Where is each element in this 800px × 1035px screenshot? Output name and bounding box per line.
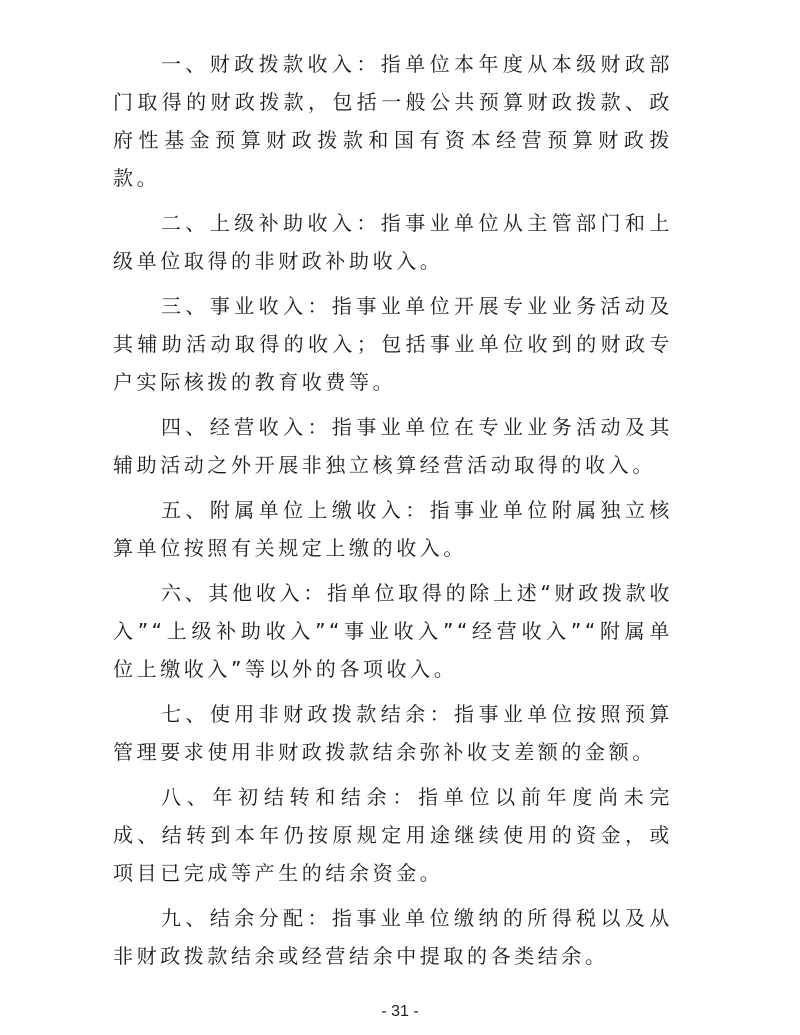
paragraph-business-income: 三、事业收入：指事业单位开展专业业务活动及其辅助活动取得的收入；包括事业单位收到的财政专户实际核拨的教育收费等。 [113, 294, 673, 394]
paragraph-other-income: 六、其他收入：指单位取得的除上述“财政拨款收入”“上级补助收入”“事业收入”“经营收入”“附属单位上缴收入”等以外的各项收入。 [113, 581, 673, 681]
document-body [113, 45, 673, 982]
page-number: - 31 - [381, 1003, 419, 1020]
paragraph-affiliated-unit-income: 五、附属单位上缴收入：指事业单位附属独立核算单位按照有关规定上缴的收入。 [113, 498, 673, 560]
paragraph-opening-carryover-balance: 八、年初结转和结余：指单位以前年度尚未完成、结转到本年仍按原规定用途继续使用的资金，或项目已完成等产生的结余资金。 [113, 785, 673, 885]
paragraph-operating-income: 四、经营收入：指事业单位在专业业务活动及其辅助活动之外开展非独立核算经营活动取得的收入。 [113, 415, 673, 477]
paragraph-superior-subsidy-income: 二、上级补助收入：指事业单位从主管部门和上级单位取得的非财政补助收入。 [113, 211, 673, 273]
paragraph-balance-distribution: 九、结余分配：指事业单位缴纳的所得税以及从非财政拨款结余或经营结余中提取的各类结余。 [113, 906, 673, 968]
paragraph-fiscal-appropriation-income: 一、财政拨款收入：指单位本年度从本级财政部门取得的财政拨款，包括一般公共预算财政拨款、政府性基金预算财政拨款和国有资本经营预算财政拨款。 [113, 52, 673, 190]
paragraph-non-fiscal-balance-use: 七、使用非财政拨款结余：指事业单位按照预算管理要求使用非财政拨款结余弥补收支差额的金额。 [113, 702, 673, 764]
